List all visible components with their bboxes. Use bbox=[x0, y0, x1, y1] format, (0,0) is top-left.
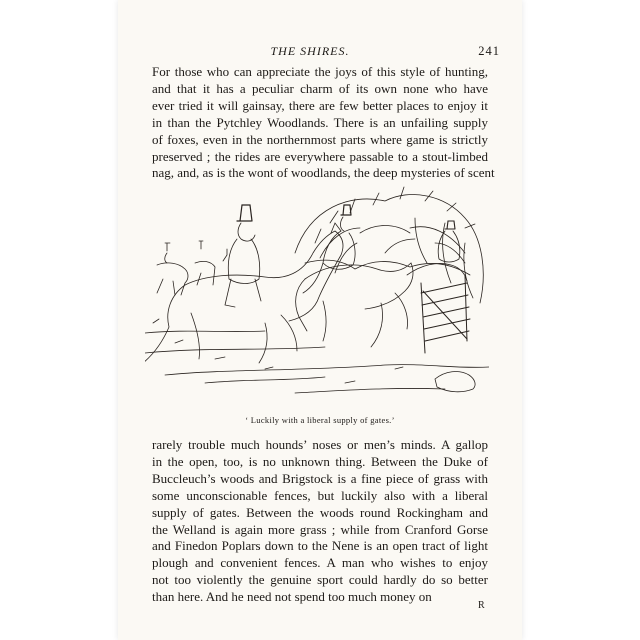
text-line: in the open, too, is no unknown thing. Between the Duke of bbox=[152, 453, 488, 469]
text-line: than here. And he need not spend too much money on bbox=[152, 589, 432, 605]
hunting-illustration bbox=[145, 183, 489, 408]
text-line: of foxes, even in the northernmost parts where game is strictly bbox=[152, 131, 488, 147]
text-line: and that it has a peculiar charm of its own none who have bbox=[152, 80, 488, 96]
text-line: For those who can appreciate the joys of this style of hunting, bbox=[152, 64, 488, 79]
text-line: ever tried it will gainsay, there are few better places to enjoy it bbox=[152, 97, 488, 113]
text-line: some unconscionable fences, but luckily also with a liberal bbox=[152, 487, 488, 503]
text-line: Buccleuch’s woods and Brigstock is a fine piece of grass with bbox=[152, 470, 488, 486]
signature-mark: R bbox=[478, 600, 485, 611]
paragraph-bottom bbox=[152, 437, 488, 606]
running-head: THE SHIRES. bbox=[270, 44, 350, 58]
text-line: plough and convenient fences. A man who wishes to enjoy bbox=[152, 555, 488, 571]
page-number: 241 bbox=[478, 44, 500, 58]
text-line: rarely trouble much hounds’ noses or men’s minds. A gallop bbox=[152, 437, 488, 452]
text-line: and Finedon Poplars down to the Nene is an open tract of light bbox=[152, 538, 488, 554]
field-gate bbox=[421, 275, 470, 353]
page-header bbox=[128, 44, 500, 60]
text-line: supply of gates. Between the woods round Rockingham and bbox=[152, 504, 488, 520]
text-line: nag, and, as is the wont of woodlands, the deep mysteries of scent bbox=[152, 165, 495, 181]
text-line: not too violently the genuine sport could hardly do so better bbox=[152, 572, 488, 588]
text-line: the Welland is again more grass ; while from Cranford Gorse bbox=[152, 521, 488, 537]
text-line: preserved ; the rides are everywhere passable to a stout-limbed bbox=[152, 148, 488, 164]
paragraph-top bbox=[152, 64, 495, 182]
text-line: in than the Pytchley Woodlands. There is an unfailing supply bbox=[152, 114, 488, 130]
distant-riders bbox=[157, 241, 227, 295]
illustration-caption: ‘ Luckily with a liberal supply of gates.’ bbox=[245, 415, 395, 425]
